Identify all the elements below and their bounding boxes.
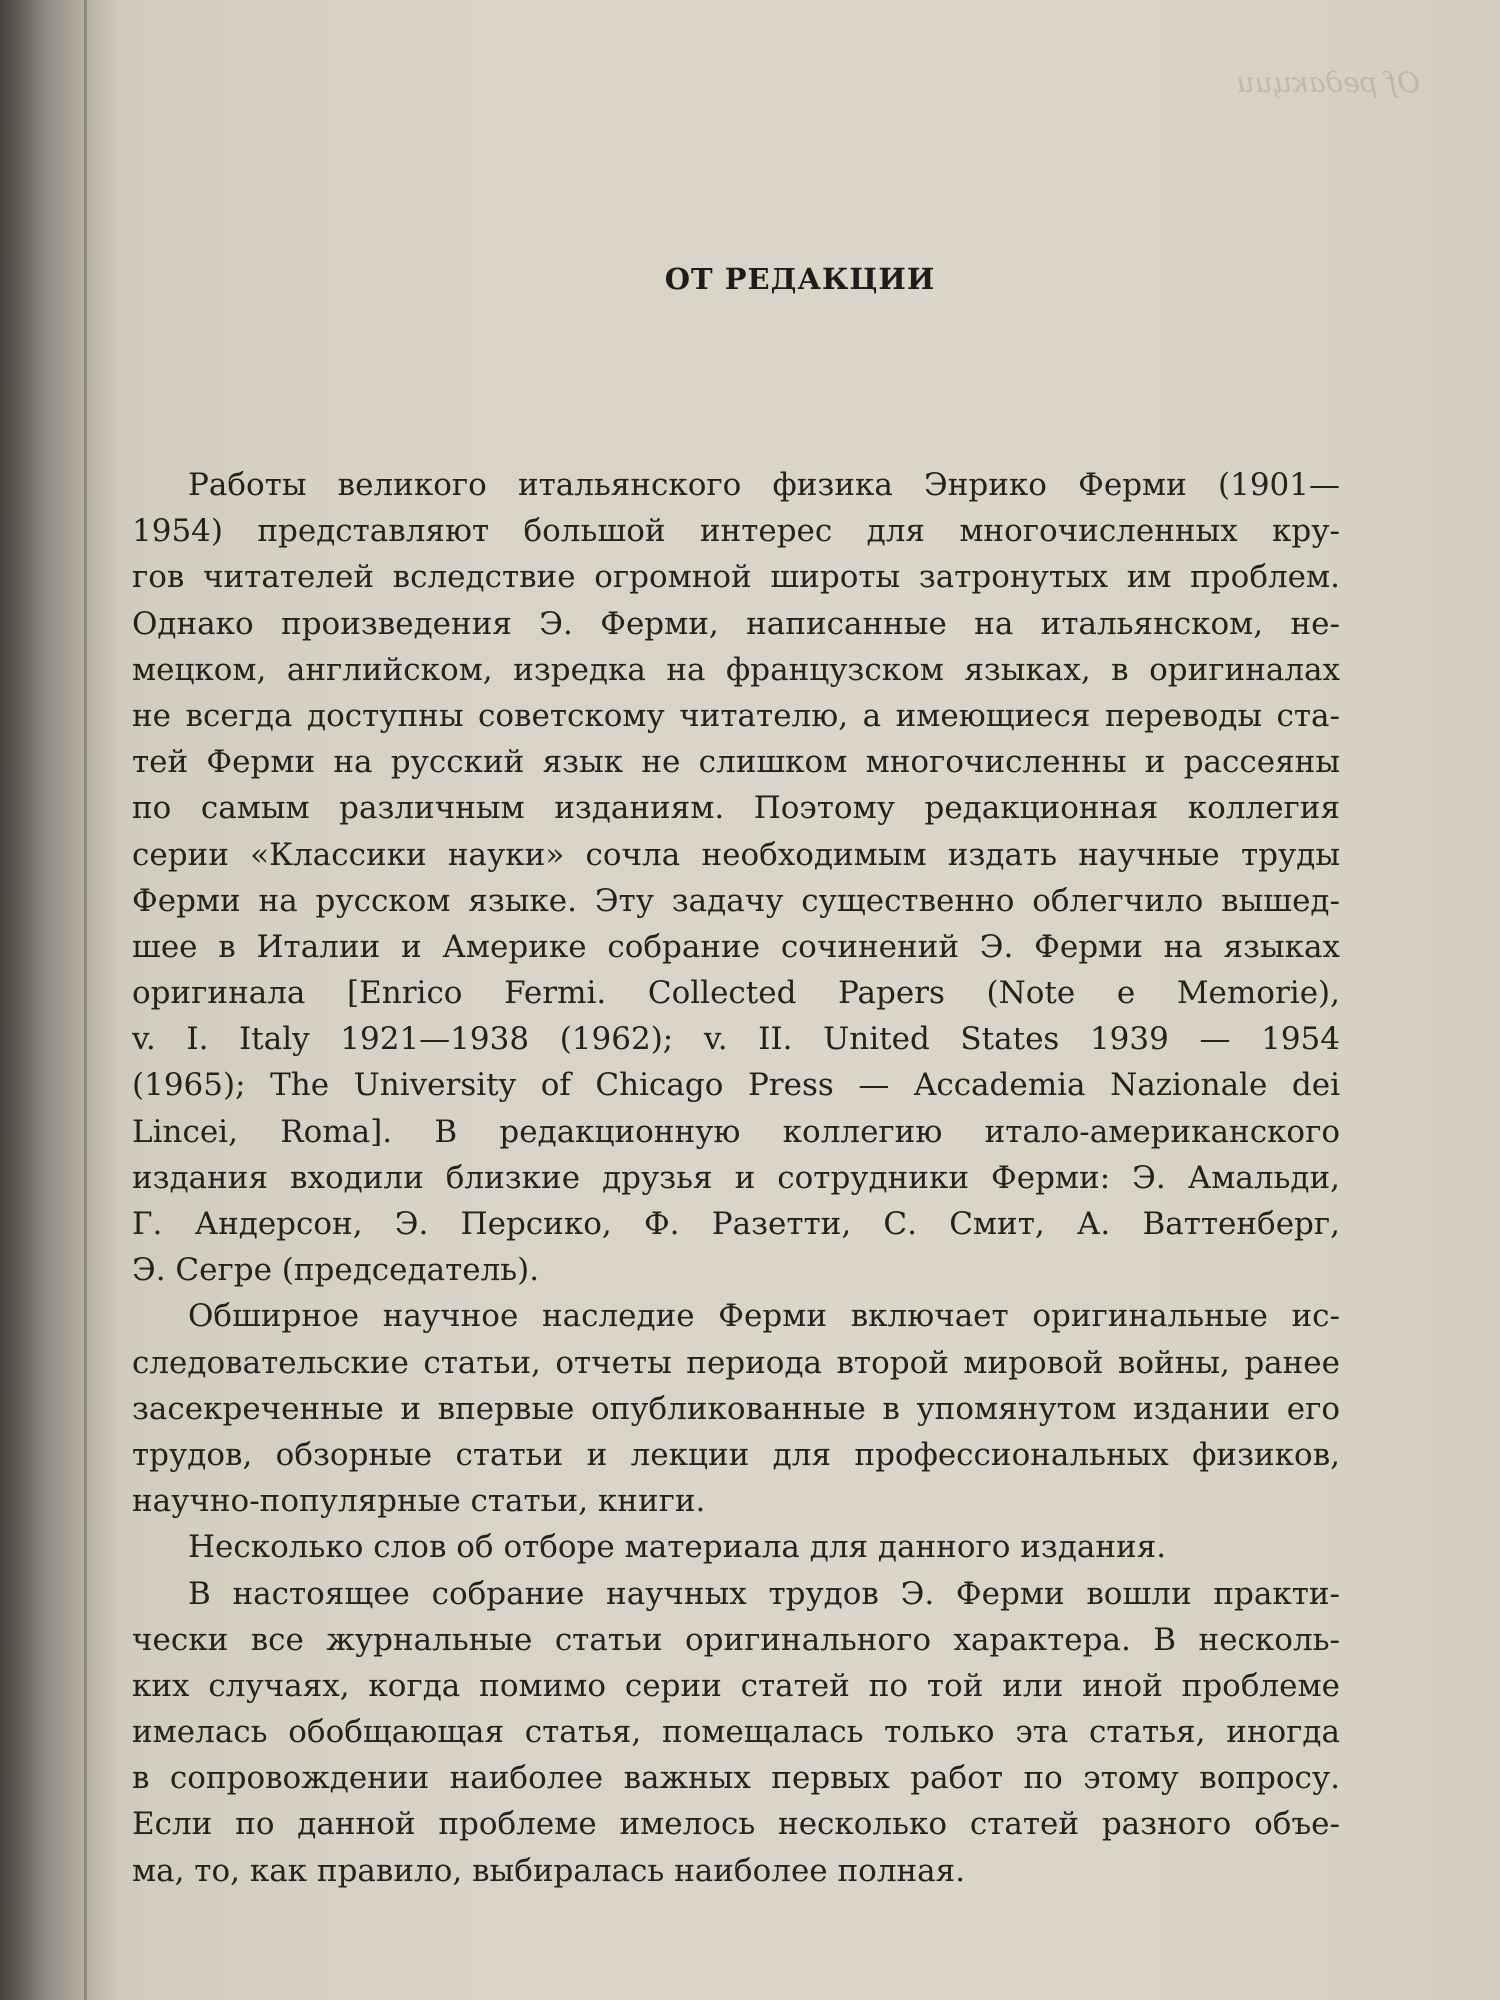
paragraph bbox=[132, 462, 1340, 1293]
paragraph bbox=[132, 1524, 1340, 1570]
text-line: гов читателей вследствие огромной широты затронутых им проблем. bbox=[132, 559, 1340, 596]
text-line: Несколько слов об отборе материала для данного издания. bbox=[188, 1529, 1167, 1566]
paragraph bbox=[132, 1571, 1340, 1894]
body-text bbox=[132, 462, 1340, 1894]
text-line: мецком, английском, изредка на французском языках, в оригиналах bbox=[132, 651, 1340, 688]
text-line: ких случаях, когда помимо серии статей по той или иной проблеме bbox=[132, 1667, 1340, 1704]
text-line: В настоящее собрание научных трудов Э. Ферми вошли практи- bbox=[188, 1575, 1340, 1612]
text-line: Г. Андерсон, Э. Персико, Ф. Разетти, С. Смит, А. Ваттенберг, bbox=[132, 1206, 1340, 1242]
text-line: Lincei, Roma]. В редакционную коллегию итало-американского bbox=[132, 1113, 1340, 1150]
page-title: ОТ РЕДАКЦИИ bbox=[664, 262, 936, 296]
text-line: по самым различным изданиям. Поэтому редакционная коллегия bbox=[132, 790, 1340, 827]
text-line: оригинала [Enrico Fermi. Collected Papers (Note e Memorie), bbox=[132, 975, 1340, 1012]
show-through-header: Of редакции bbox=[1236, 66, 1420, 99]
text-line: тей Ферми на русский язык не слишком многочисленны и рассеяны bbox=[132, 744, 1340, 781]
text-line: в сопровождении наиболее важных первых работ по этому вопросу. bbox=[132, 1760, 1340, 1797]
gutter-shadow bbox=[0, 0, 120, 2000]
text-line: следовательские статьи, отчеты периода второй мировой войны, ранее bbox=[132, 1344, 1340, 1381]
text-line: издания входили близкие друзья и сотрудники Ферми: Э. Амальди, bbox=[132, 1159, 1340, 1196]
paragraph bbox=[132, 1293, 1340, 1524]
text-line: v. I. Italy 1921—1938 (1962); v. II. United States 1939 — 1954 bbox=[132, 1021, 1340, 1058]
text-line: 1954) представляют большой интерес для многочисленных кру- bbox=[132, 513, 1340, 550]
text-line: Если по данной проблеме имелось несколько статей разного объе- bbox=[132, 1806, 1340, 1843]
text-line: имелась обобщающая статья, помещалась только эта статья, иногда bbox=[132, 1714, 1340, 1751]
text-line: шее в Италии и Америке собрание сочинений Э. Ферми на языках bbox=[132, 928, 1340, 965]
show-through-text bbox=[230, 60, 1460, 106]
text-line: трудов, обзорные статьи и лекции для профессиональных физиков, bbox=[132, 1436, 1340, 1473]
text-line: Ферми на русском языке. Эту задачу существенно облегчило вышед- bbox=[132, 882, 1340, 919]
text-line: Э. Сегре (председатель). bbox=[132, 1252, 540, 1289]
text-line: чески все журнальные статьи оригинального характера. В несколь- bbox=[132, 1621, 1340, 1658]
text-line: научно-популярные статьи, книги. bbox=[132, 1483, 706, 1520]
text-line: засекреченные и впервые опубликованные в упомянутом издании его bbox=[132, 1390, 1340, 1427]
text-line: не всегда доступны советскому читателю, а имеющиеся переводы ста- bbox=[132, 697, 1340, 734]
text-line: Работы великого итальянского физика Энрико Ферми (1901— bbox=[188, 467, 1340, 503]
text-line: серии «Классики науки» сочла необходимым издать научные труды bbox=[132, 836, 1340, 873]
text-line: ма, то, как правило, выбиралась наиболее полная. bbox=[132, 1852, 966, 1889]
page-edge bbox=[84, 0, 87, 2000]
text-line: Обширное научное наследие Ферми включает оригинальные ис- bbox=[188, 1298, 1340, 1335]
text-line: Однако произведения Э. Ферми, написанные на итальянском, не- bbox=[132, 605, 1340, 642]
text-line: (1965); The University of Chicago Press — Accademia Nazionale dei bbox=[132, 1067, 1340, 1104]
